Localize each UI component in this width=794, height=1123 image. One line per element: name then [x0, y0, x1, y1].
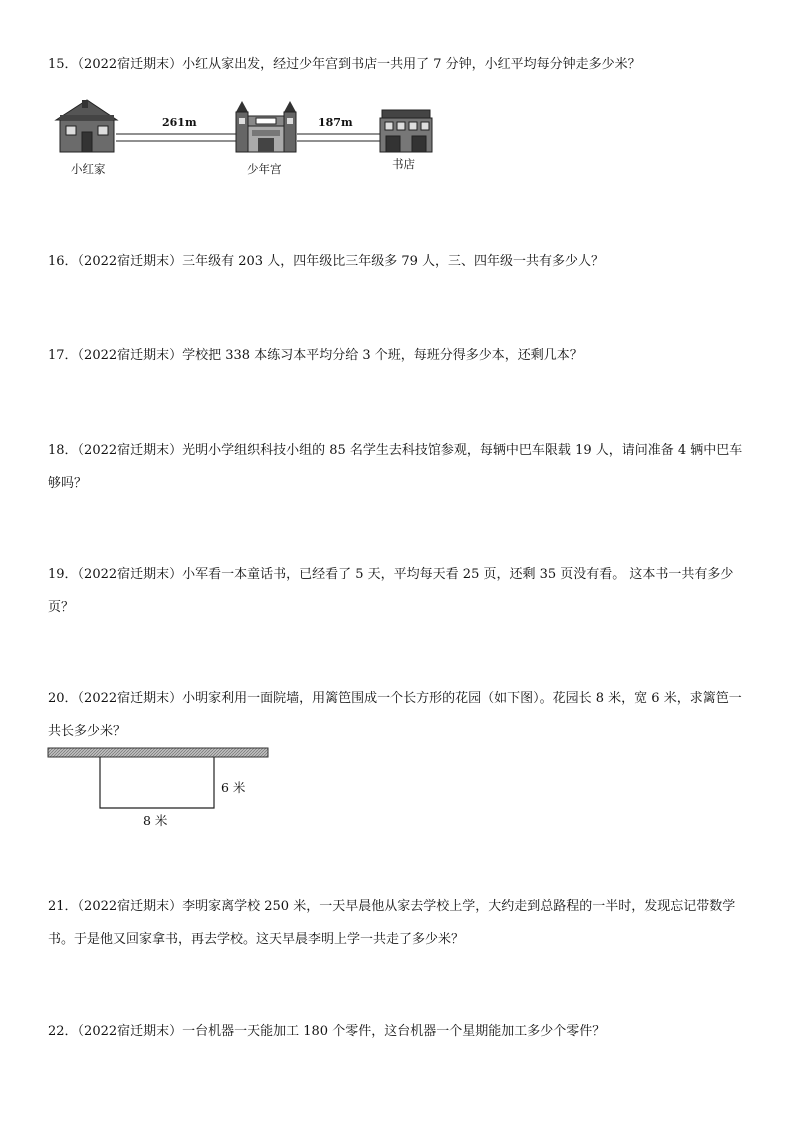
courtyard-wall — [48, 748, 268, 757]
question-17: 17．（2022宿迁期末）学校把 338 本练习本平均分给 3 个班，每班分得多少本，还剩几本？ — [48, 348, 583, 363]
garden-length-label: 8 米 — [143, 813, 168, 828]
question-22: 22．（2022宿迁期末）一台机器一天能加工 180 个零件，这台机器一个星期能加工多少个零件？ — [48, 1024, 606, 1039]
youth-palace-label: 少年宫 — [247, 162, 282, 176]
question-20: 20．（2022宿迁期末）小明家利用一面院墙，用篱笆围成一个长方形的花园（如下图）。花园长 8 米，宽 6 米，求篱笆一共长多少米？ — [48, 691, 742, 739]
distance-palace-store: 187m — [318, 116, 353, 129]
bookstore-label: 书店 — [392, 157, 415, 171]
question-18: 18．（2022宿迁期末）光明小学组织科技小组的 85 名学生去科技馆参观，每辆中巴车限载 19 人，请问准备 4 辆中巴车够吗？ — [48, 443, 743, 491]
fence-rectangle — [100, 757, 214, 808]
question-16: 16．（2022宿迁期末）三年级有 203 人，四年级比三年级多 79 人，三、四年级一共有多少人？ — [48, 254, 605, 269]
distance-home-palace: 261m — [162, 116, 197, 129]
question-15: 15．（2022宿迁期末）小红从家出发，经过少年宫到书店一共用了 7 分钟，小红平均每分钟走多少米？ — [48, 57, 641, 72]
question-19: 19．（2022宿迁期末）小军看一本童话书，已经看了 5 天，平均每天看 25 页，还剩 35 页没有看。 这本书一共有多少页？ — [48, 567, 734, 615]
garden-width-label: 6 米 — [221, 780, 246, 795]
home-label: 小红家 — [71, 162, 106, 176]
question-21: 21．（2022宿迁期末）李明家离学校 250 米，一天早晨他从家去学校上学，大约走到总路程的一半时，发现忘记带数学书。于是他又回家拿书，再去学校。这天早晨李明上学一共走了多少米？ — [48, 899, 736, 947]
